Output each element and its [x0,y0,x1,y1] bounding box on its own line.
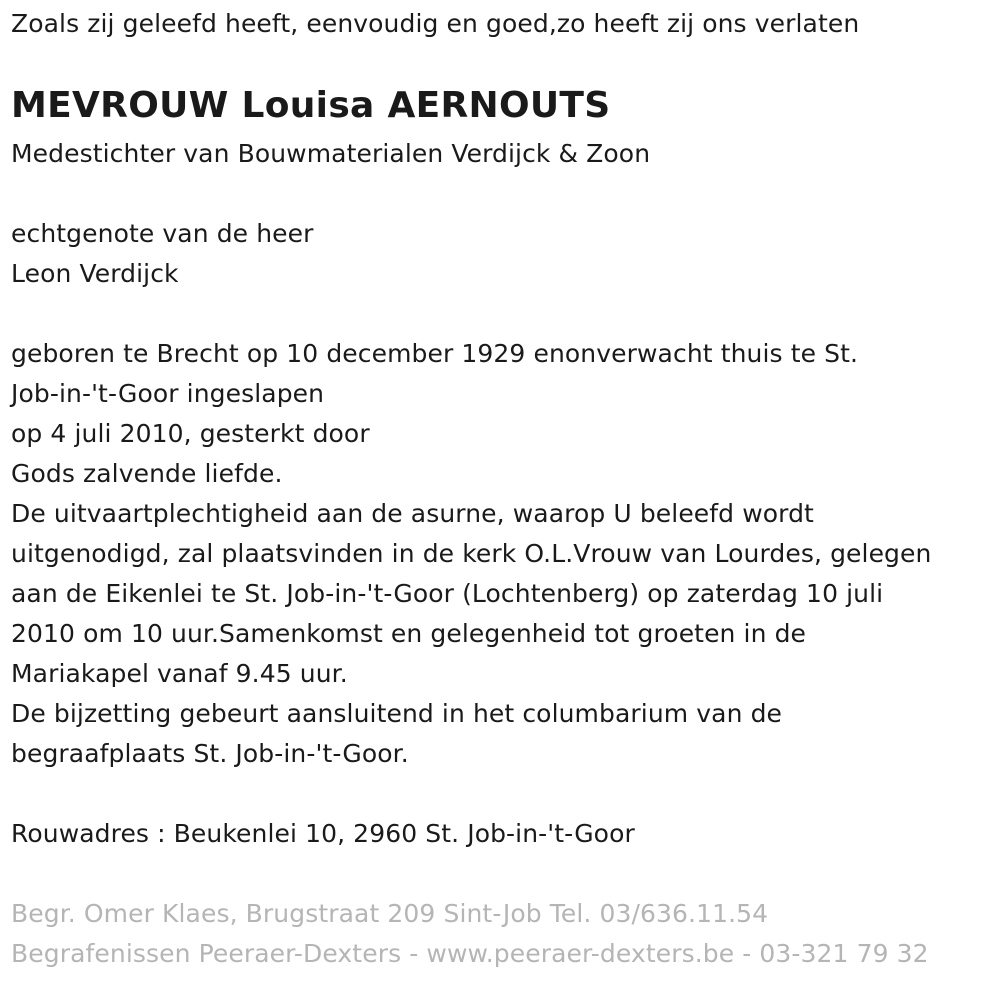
deceased-name: MEVROUW Louisa AERNOUTS [11,85,611,126]
spouse-line: Leon Verdijck [11,259,179,288]
body-line: Gods zalvende liefde. [11,459,283,488]
body-text [11,334,931,774]
subtitle: Medestichter van Bouwmaterialen Verdijck & Zoon [11,139,651,168]
funeral-home-footer [11,894,929,974]
body-line: 2010 om 10 uur.Samenkomst en gelegenheid tot groeten in de [11,619,807,648]
body-line: Job-in-'t-Goor ingeslapen [11,379,325,408]
body-line: De uitvaartplechtigheid aan de asurne, waarop U beleefd wordt [11,499,814,528]
body-line: begraafplaats St. Job-in-'t-Goor. [11,739,409,768]
footer-line: Begrafenissen Peeraer-Dexters - www.peeraer-dexters.be - 03-321 79 32 [11,939,929,968]
body-line: Mariakapel vanaf 9.45 uur. [11,659,348,688]
mourning-address: Rouwadres : Beukenlei 10, 2960 St. Job-in-'t-Goor [11,819,635,848]
spouse-line: echtgenote van de heer [11,219,314,248]
body-line: uitgenodigd, zal plaatsvinden in de kerk O.L.Vrouw van Lourdes, gelegen [11,539,932,568]
body-line: op 4 juli 2010, gesterkt door [11,419,370,448]
motto: Zoals zij geleefd heeft, eenvoudig en goed,zo heeft zij ons verlaten [11,9,860,38]
footer-line: Begr. Omer Klaes, Brugstraat 209 Sint-Job Tel. 03/636.11.54 [11,899,769,928]
body-line: aan de Eikenlei te St. Job-in-'t-Goor (Lochtenberg) op zaterdag 10 juli [11,579,884,608]
body-line: De bijzetting gebeurt aansluitend in het columbarium van de [11,699,783,728]
spouse-block [11,214,313,294]
body-line: geboren te Brecht op 10 december 1929 enonverwacht thuis te St. [11,339,859,368]
